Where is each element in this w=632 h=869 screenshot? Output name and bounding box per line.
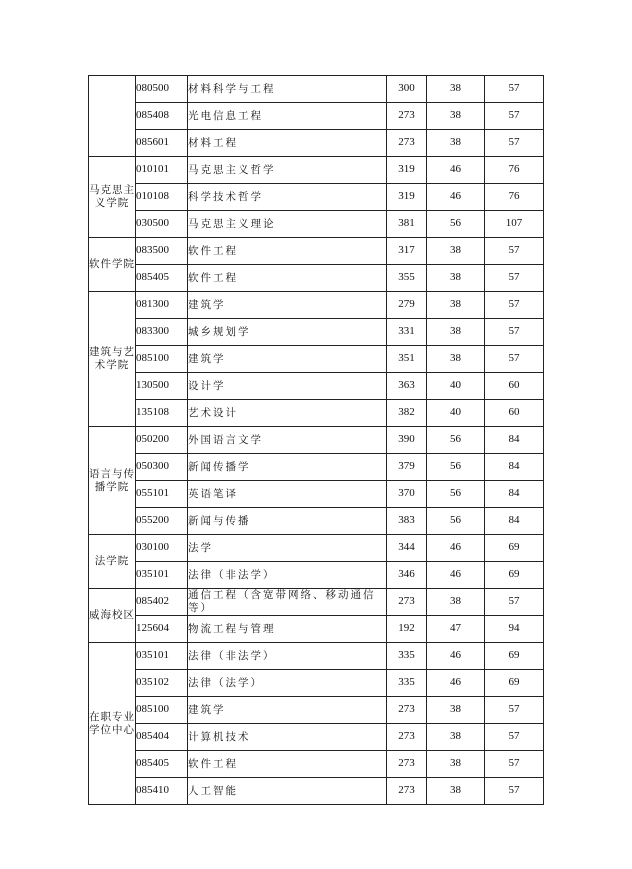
major-name-cell: 通信工程（含宽带网络、移动通信等）: [188, 589, 387, 616]
single-subject-score-1-cell: 46: [427, 670, 485, 697]
table-row: [89, 76, 544, 103]
major-name-cell: 设计学: [188, 373, 387, 400]
table-row: [89, 265, 544, 292]
major-code-cell: 125604: [136, 616, 188, 643]
table-row: [89, 292, 544, 319]
major-name-cell: 科学技术哲学: [188, 184, 387, 211]
single-subject-score-2-cell: 57: [485, 292, 544, 319]
single-subject-score-1-cell: 38: [427, 319, 485, 346]
single-subject-score-2-cell: 94: [485, 616, 544, 643]
table-row: [89, 319, 544, 346]
total-score-cell: 273: [387, 778, 427, 805]
major-code-cell: 083300: [136, 319, 188, 346]
total-score-cell: 379: [387, 454, 427, 481]
total-score-cell: 370: [387, 481, 427, 508]
major-code-cell: 085404: [136, 724, 188, 751]
single-subject-score-2-cell: 57: [485, 589, 544, 616]
single-subject-score-2-cell: 107: [485, 211, 544, 238]
total-score-cell: 335: [387, 670, 427, 697]
table-row: [89, 589, 544, 616]
major-name-cell: 新闻传播学: [188, 454, 387, 481]
major-name-cell: 建筑学: [188, 292, 387, 319]
major-code-cell: 081300: [136, 292, 188, 319]
total-score-cell: 355: [387, 265, 427, 292]
major-name-cell: 光电信息工程: [188, 103, 387, 130]
table-row: [89, 238, 544, 265]
major-name-cell: 建筑学: [188, 697, 387, 724]
department-cell: 马克思主义学院: [89, 157, 136, 238]
table-row: [89, 400, 544, 427]
single-subject-score-1-cell: 56: [427, 211, 485, 238]
single-subject-score-2-cell: 69: [485, 643, 544, 670]
table-row: [89, 157, 544, 184]
single-subject-score-2-cell: 57: [485, 724, 544, 751]
table-row: [89, 373, 544, 400]
major-name-cell: 材料工程: [188, 130, 387, 157]
table-row: [89, 508, 544, 535]
table-row: [89, 103, 544, 130]
score-table: [88, 75, 544, 805]
major-name-cell: 软件工程: [188, 751, 387, 778]
department-cell: 威海校区: [89, 589, 136, 643]
major-code-cell: 085100: [136, 346, 188, 373]
single-subject-score-1-cell: 38: [427, 778, 485, 805]
major-name-cell: 软件工程: [188, 238, 387, 265]
total-score-cell: 300: [387, 76, 427, 103]
total-score-cell: 273: [387, 751, 427, 778]
major-name-cell: 人工智能: [188, 778, 387, 805]
major-code-cell: 035102: [136, 670, 188, 697]
single-subject-score-1-cell: 47: [427, 616, 485, 643]
table-row: [89, 211, 544, 238]
single-subject-score-1-cell: 38: [427, 589, 485, 616]
major-code-cell: 035101: [136, 562, 188, 589]
total-score-cell: 273: [387, 103, 427, 130]
total-score-cell: 279: [387, 292, 427, 319]
major-code-cell: 010101: [136, 157, 188, 184]
major-code-cell: 085405: [136, 751, 188, 778]
single-subject-score-2-cell: 57: [485, 751, 544, 778]
single-subject-score-2-cell: 69: [485, 562, 544, 589]
total-score-cell: 346: [387, 562, 427, 589]
single-subject-score-1-cell: 46: [427, 157, 485, 184]
major-code-cell: 135108: [136, 400, 188, 427]
major-name-cell: 建筑学: [188, 346, 387, 373]
single-subject-score-2-cell: 57: [485, 697, 544, 724]
table-row: [89, 130, 544, 157]
single-subject-score-1-cell: 56: [427, 508, 485, 535]
single-subject-score-1-cell: 38: [427, 130, 485, 157]
major-code-cell: 085410: [136, 778, 188, 805]
major-name-cell: 软件工程: [188, 265, 387, 292]
single-subject-score-1-cell: 56: [427, 454, 485, 481]
single-subject-score-1-cell: 46: [427, 535, 485, 562]
department-cell: 法学院: [89, 535, 136, 589]
total-score-cell: 351: [387, 346, 427, 373]
major-code-cell: 055101: [136, 481, 188, 508]
major-name-cell: 法学: [188, 535, 387, 562]
single-subject-score-2-cell: 69: [485, 535, 544, 562]
single-subject-score-1-cell: 40: [427, 400, 485, 427]
major-code-cell: 083500: [136, 238, 188, 265]
single-subject-score-1-cell: 38: [427, 265, 485, 292]
major-code-cell: 085408: [136, 103, 188, 130]
major-code-cell: 085601: [136, 130, 188, 157]
total-score-cell: 317: [387, 238, 427, 265]
single-subject-score-1-cell: 40: [427, 373, 485, 400]
single-subject-score-2-cell: 57: [485, 103, 544, 130]
major-name-cell: 外国语言文学: [188, 427, 387, 454]
major-code-cell: 085405: [136, 265, 188, 292]
department-cell: 软件学院: [89, 238, 136, 292]
single-subject-score-1-cell: 38: [427, 697, 485, 724]
single-subject-score-2-cell: 84: [485, 427, 544, 454]
single-subject-score-2-cell: 57: [485, 265, 544, 292]
total-score-cell: 390: [387, 427, 427, 454]
major-name-cell: 城乡规划学: [188, 319, 387, 346]
single-subject-score-2-cell: 57: [485, 130, 544, 157]
major-name-cell: 马克思主义哲学: [188, 157, 387, 184]
table-row: [89, 454, 544, 481]
table-row: [89, 778, 544, 805]
major-name-cell: 物流工程与管理: [188, 616, 387, 643]
major-code-cell: 130500: [136, 373, 188, 400]
score-table-body: [89, 76, 544, 805]
single-subject-score-1-cell: 46: [427, 562, 485, 589]
total-score-cell: 344: [387, 535, 427, 562]
single-subject-score-2-cell: 57: [485, 778, 544, 805]
table-row: [89, 724, 544, 751]
major-code-cell: 030100: [136, 535, 188, 562]
total-score-cell: 319: [387, 157, 427, 184]
table-row: [89, 184, 544, 211]
total-score-cell: 273: [387, 589, 427, 616]
single-subject-score-2-cell: 57: [485, 76, 544, 103]
major-name-cell: 计算机技术: [188, 724, 387, 751]
major-code-cell: 035101: [136, 643, 188, 670]
table-row: [89, 751, 544, 778]
single-subject-score-2-cell: 84: [485, 508, 544, 535]
total-score-cell: 363: [387, 373, 427, 400]
department-cell: 在职专业学位中心: [89, 643, 136, 805]
single-subject-score-2-cell: 57: [485, 346, 544, 373]
table-row: [89, 643, 544, 670]
single-subject-score-2-cell: 57: [485, 238, 544, 265]
single-subject-score-2-cell: 76: [485, 184, 544, 211]
major-code-cell: 055200: [136, 508, 188, 535]
single-subject-score-1-cell: 46: [427, 184, 485, 211]
single-subject-score-1-cell: 38: [427, 724, 485, 751]
table-row: [89, 562, 544, 589]
major-code-cell: 080500: [136, 76, 188, 103]
major-code-cell: 010108: [136, 184, 188, 211]
single-subject-score-1-cell: 38: [427, 76, 485, 103]
total-score-cell: 383: [387, 508, 427, 535]
single-subject-score-2-cell: 76: [485, 157, 544, 184]
table-row: [89, 697, 544, 724]
total-score-cell: 192: [387, 616, 427, 643]
major-code-cell: 030500: [136, 211, 188, 238]
single-subject-score-1-cell: 46: [427, 643, 485, 670]
major-name-cell: 法律（非法学）: [188, 562, 387, 589]
table-row: [89, 535, 544, 562]
total-score-cell: 382: [387, 400, 427, 427]
total-score-cell: 335: [387, 643, 427, 670]
total-score-cell: 331: [387, 319, 427, 346]
major-code-cell: 085402: [136, 589, 188, 616]
department-cell: [89, 76, 136, 157]
table-row: [89, 346, 544, 373]
table-row: [89, 481, 544, 508]
major-name-cell: 新闻与传播: [188, 508, 387, 535]
department-cell: 语言与传播学院: [89, 427, 136, 535]
major-name-cell: 法律（非法学）: [188, 643, 387, 670]
major-code-cell: 050300: [136, 454, 188, 481]
total-score-cell: 273: [387, 697, 427, 724]
single-subject-score-1-cell: 38: [427, 751, 485, 778]
single-subject-score-2-cell: 84: [485, 481, 544, 508]
single-subject-score-2-cell: 57: [485, 319, 544, 346]
single-subject-score-2-cell: 69: [485, 670, 544, 697]
major-name-cell: 法律（法学）: [188, 670, 387, 697]
major-name-cell: 英语笔译: [188, 481, 387, 508]
single-subject-score-2-cell: 60: [485, 400, 544, 427]
major-name-cell: 艺术设计: [188, 400, 387, 427]
single-subject-score-1-cell: 38: [427, 238, 485, 265]
total-score-cell: 319: [387, 184, 427, 211]
department-cell: 建筑与艺术学院: [89, 292, 136, 427]
table-row: [89, 427, 544, 454]
total-score-cell: 381: [387, 211, 427, 238]
total-score-cell: 273: [387, 724, 427, 751]
major-name-cell: 材料科学与工程: [188, 76, 387, 103]
single-subject-score-1-cell: 38: [427, 346, 485, 373]
single-subject-score-1-cell: 56: [427, 427, 485, 454]
table-row: [89, 616, 544, 643]
single-subject-score-2-cell: 84: [485, 454, 544, 481]
table-row: [89, 670, 544, 697]
single-subject-score-1-cell: 56: [427, 481, 485, 508]
single-subject-score-1-cell: 38: [427, 292, 485, 319]
total-score-cell: 273: [387, 130, 427, 157]
single-subject-score-2-cell: 60: [485, 373, 544, 400]
major-code-cell: 085100: [136, 697, 188, 724]
single-subject-score-1-cell: 38: [427, 103, 485, 130]
major-code-cell: 050200: [136, 427, 188, 454]
major-name-cell: 马克思主义理论: [188, 211, 387, 238]
